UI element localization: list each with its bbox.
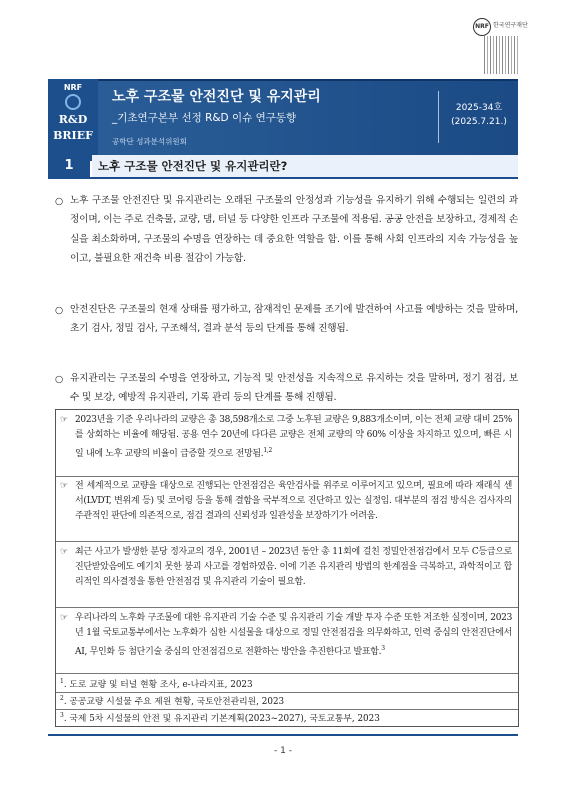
footnote-number: 1 <box>60 678 64 686</box>
note-item-1 <box>60 413 512 463</box>
circle-bullet-icon: ○ <box>55 196 64 207</box>
header-top-rule <box>98 79 518 81</box>
page-bottom-rule <box>48 734 518 736</box>
header-divider <box>438 91 439 143</box>
pointing-hand-icon: ☞ <box>60 415 69 425</box>
note-text: 전 세계적으로 교량을 대상으로 진행되는 안전점검은 육안검사를 위주로 이루어지고 있으며, 필요에 따라 재래식 센서(LVDT, 변위계 등) 및 코어링 등을 통해 결함을 국부적으로 진단하고 있는 실정임. 대부분의 점검 방식은 검사자의 주관적인 판단에 의존적으로, 점검 결과의 신뢰성과 일관성을 보장하기가 어려움. <box>75 481 512 522</box>
pointing-hand-icon: ☞ <box>60 613 69 623</box>
paragraph-text: 유지관리는 구조물의 수명을 연장하고, 기능적 및 안전성을 지속적으로 유지하는 것을 말하며, 정기 점검, 보수 및 보강, 예방적 유지관리, 기록 관리 등의 단계를 통해 진행됨. <box>70 373 518 404</box>
footnote-1: $^1$. 도로 교량 및 터널 현황 조사, e-나라지표, 2023 <box>60 678 253 690</box>
badge-rd-label: R&D <box>58 113 88 126</box>
note-text: 최근 사고가 발생한 분당 정자교의 경우, 2001년 – 2023년 동안 총 11회에 걸친 정밀안전점검에서 모두 C등급으로 진단받았음에도 예기치 못한 붕괴 사고를 경험하였음. 이에 기존 유지관리 방법의 한계점을 극복하고, 과학적이고 합리적인 의사결정을 통한 안전점검 및 유지관리 기술이 필요함. <box>75 547 512 588</box>
section-title: 노후 구조물 안전진단 및 유지관리란? <box>92 155 518 177</box>
nrf-seal-logo: NRF <box>473 18 491 36</box>
paragraph-text: 노후 구조물 안전진단 및 유지관리는 오래된 구조물의 안정성과 기능성을 유지하기 위해 수행되는 일련의 과정이며, 이는 주로 건축물, 교량, 댐, 터널 등 다양한 인프라 구조물에 적용됨. 공공 안전을 보장하고, 경제적 손실을 최소화하며, 구조물의 수명을 연장하는 데 중요한 역할을 함. 이를 통해 사회 인프라의 지속 가능성을 높이고, 불필요한 재건축 비용 절감이 가능함. <box>70 195 518 265</box>
bullet-paragraph-3 <box>55 369 518 408</box>
footnote-3: $^3$. 국제 5차 시설물의 안전 및 유지관리 기본계획(2023~2027), 국토교통부, 2023 <box>60 712 380 724</box>
footnote-text: 공공교량 시설물 주요 제원 현황, 국토안전관리원, 2023 <box>69 697 285 707</box>
note-divider <box>56 673 518 674</box>
section-underline <box>48 177 518 179</box>
committee-name: 공학단 성과분석위원회 <box>112 137 187 146</box>
footnote-text: 국제 5차 시설물의 안전 및 유지관리 기본계획(2023~2027), 국토교통부, 2023 <box>69 714 380 724</box>
issue-number: 2025-34호 <box>455 103 503 113</box>
note-divider <box>56 692 518 693</box>
note-divider <box>56 541 518 542</box>
note-divider <box>56 476 518 477</box>
badge-brief-label: BRIEF <box>53 129 93 142</box>
footnote-text: 도로 교량 및 터널 현황 조사, e-나라지표, 2023 <box>69 680 253 690</box>
footnote-number: 2 <box>60 695 64 703</box>
circle-bullet-icon: ○ <box>55 305 64 316</box>
page-subtitle: _기초연구본부 선정 R&D 이슈 연구동향 <box>112 112 297 124</box>
circle-bullet-icon: ○ <box>55 374 64 385</box>
footnote-number: 3 <box>60 712 64 720</box>
note-divider <box>56 607 518 608</box>
note-item-4 <box>60 611 512 661</box>
issue-date: (2025.7.21.) <box>451 117 507 127</box>
page-title: 노후 구조물 안전진단 및 유지관리 <box>112 89 321 105</box>
footnote-ref: 3 <box>381 645 385 653</box>
org-logo-text: 한국연구재단 <box>493 22 528 29</box>
page-number: - 1 - <box>274 746 292 756</box>
note-divider <box>56 709 518 710</box>
nrf-swirl-icon <box>65 94 81 110</box>
bullet-paragraph-2 <box>55 300 518 339</box>
note-item-2 <box>60 479 512 525</box>
pointing-hand-icon: ☞ <box>60 547 69 557</box>
note-text: 2023년을 기준 우리나라의 교량은 총 38,598개소로 그중 노후된 교량은 9,883개소이며, 이는 전체 교량 대비 25%를 상회하는 비율에 해당됨. 공용 연수 20년에 다다른 교량은 전체 교량의 약 60% 이상을 차지하고 있으며, 빠른 시일 내에 노후 교량의 비율이 급증할 것으로 전망됨. <box>75 415 512 460</box>
issue-info <box>444 101 514 129</box>
footnote-2: $^2$. 공공교량 시설물 주요 제원 현황, 국토안전관리원, 2023 <box>60 695 285 707</box>
note-item-3 <box>60 545 512 591</box>
rd-brief-badge <box>48 79 98 161</box>
pointing-hand-icon: ☞ <box>60 481 69 491</box>
footnote-ref: 1,2 <box>263 447 273 455</box>
badge-nrf-label: NRF <box>63 83 83 92</box>
barcode-image <box>484 36 518 74</box>
bullet-paragraph-1 <box>55 191 518 269</box>
section-number: 1 <box>48 155 90 177</box>
note-text: 우리나라의 노후화 구조물에 대한 유지관리 기술 수준 및 유지관리 기술 개발 투자 수준 또한 저조한 실정이며, 2023년 1월 국토교통부에서는 노후화가 심한 시설물을 대상으로 정밀 안전점검을 의무화하고, 인력 중심의 안전진단에서 AI, 무인화 등 첨단기술 중심의 안전점검으로 전환하는 방안을 추진한다고 발표함. <box>75 613 512 658</box>
paragraph-text: 안전진단은 구조물의 현재 상태를 평가하고, 잠재적인 문제를 조기에 발견하여 사고를 예방하는 것을 말하며, 초기 검사, 정밀 검사, 구조해석, 결과 분석 등의 단계를 통해 진행됨. <box>70 304 518 335</box>
